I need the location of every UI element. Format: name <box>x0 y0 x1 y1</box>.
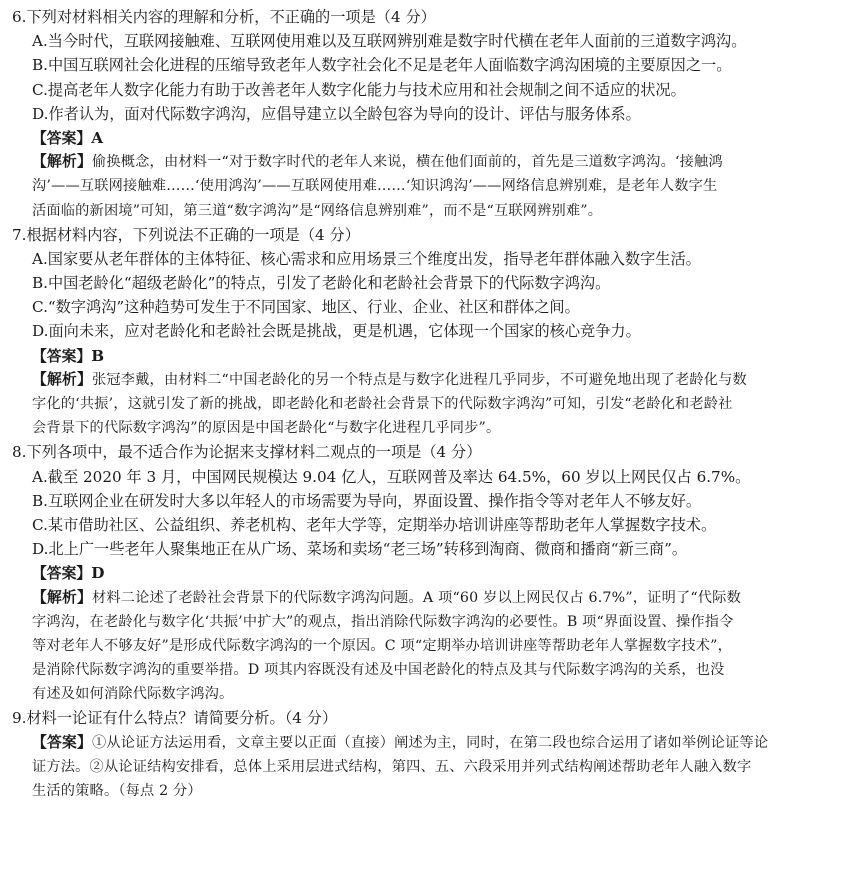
option-c: C.“数字鸿沟”这种趋势可发生于不同国家、地区、行业、企业、社区和群体之间。 <box>32 298 580 317</box>
option-d: D.面向未来，应对老龄化和老龄社会既是挑战，更是机遇，它体现一个国家的核心竞争力。 <box>32 322 641 341</box>
answer-text: 证方法。②从论证结构安排看，总体上采用层进式结构，第四、五、六段采用并列式结构阐述帮助老年人融入数字 <box>32 758 752 775</box>
answer-line <box>12 732 832 756</box>
question-stem: 9.材料一论证有什么特点？请简要分析。（4 分） <box>12 709 338 728</box>
answer-value: B <box>91 346 105 365</box>
answer-label: 【答案】 <box>32 129 92 147</box>
analysis-text: 材料二论述了老龄社会背景下的代际数字鸿沟问题。A 项“60 岁以上网民仅占 6.7%”，证明了“代际数 <box>92 589 741 606</box>
analysis-text: 等对老年人不够友好”是形成代际数字鸿沟的一个原因。C 项“定期举办培训讲座等帮助老年人掌握数字技术”， <box>32 637 732 654</box>
answer-text: ①从论证方法运用看，文章主要以正面（直接）阐述为主，同时，在第二段也综合运用了诸如举例论证等论 <box>92 734 769 751</box>
analysis-text: 有述及如何消除代际数字鸿沟。 <box>32 686 234 703</box>
analysis-line <box>12 151 832 175</box>
answer-value: A <box>91 128 103 147</box>
analysis-text: 沟’——互联网接触难……‘使用鸿沟’——互联网使用难……‘知识鸿沟’——网络信息辨别难，是老年人数字生 <box>32 178 718 195</box>
option-c: C.提高老年人数字化能力有助于改善老年人数字化能力与技术应用和社会规制之间不适应的状况。 <box>32 80 686 99</box>
question-8 <box>12 441 832 707</box>
answer-value: D <box>91 564 105 583</box>
analysis-line <box>12 369 832 393</box>
analysis-label: 【解析】 <box>32 588 92 606</box>
analysis-label: 【解析】 <box>32 370 92 388</box>
answer-line <box>12 562 832 586</box>
analysis-text: 会背景下的代际数字鸿沟”的原因是中国老龄化“与数字化进程几乎同步”。 <box>32 420 501 437</box>
option-b: B.互联网企业在研发时大多以年轻人的市场需要为导向，界面设置、操作指令等对老年人不够友好。 <box>32 491 702 510</box>
analysis-text: 字鸿沟，在老龄化与数字化‘共振’中扩大”的观点，指出消除代际数字鸿沟的必要性。B 项“界面设置、操作指令 <box>32 613 734 630</box>
question-stem: 6.下列对材料相关内容的理解和分析，不正确的一项是（4 分） <box>12 8 436 26</box>
answer-line <box>12 127 832 151</box>
question-stem: 7.根据材料内容，下列说法不正确的一项是（4 分） <box>12 225 360 244</box>
analysis-text: 是消除代际数字鸿沟的重要举措。D 项其内容既没有述及中国老龄化的特点及其与代际数字鸿沟的关系，也没 <box>32 662 725 679</box>
option-a: A.国家要从老年群体的主体特征、核心需求和应用场景三个维度出发，指导老年群体融入数字生活。 <box>32 249 701 268</box>
analysis-text: 字化的‘共振’，这就引发了新的挑战，即老龄化和老龄社会背景下的代际数字鸿沟”可知，引发“老龄化和老龄社 <box>32 396 733 412</box>
question-6 <box>12 6 832 224</box>
answer-label: 【答案】 <box>32 565 92 583</box>
option-c: C.某市借助社区、公益组织、养老机构、老年大学等，定期举办培训讲座等帮助老年人掌握数字技术。 <box>32 515 717 534</box>
answer-label: 【答案】 <box>32 733 92 751</box>
question-stem: 8.下列各项中，最不适合作为论据来支撑材料二观点的一项是（4 分） <box>12 443 482 462</box>
option-b: B.中国老龄化“超级老龄化”的特点，引发了老龄化和老龄社会背景下的代际数字鸿沟。 <box>32 274 611 293</box>
analysis-text: 活面临的新困境”可知，第三道“数字鸿沟”是“网络信息辨别难”，而不是“互联网辨别难”。 <box>32 202 603 219</box>
option-a: A.当今时代，互联网接触难、互联网使用难以及互联网辨别难是数字时代横在老年人面前的三道数字鸿沟。 <box>32 32 747 51</box>
option-a: A.截至 2020 年 3 月，中国网民规模达 9.04 亿人，互联网普及率达 64.5%，60 岁以上网民仅占 6.7%。 <box>32 467 751 486</box>
answer-text: 生活的策略。（每点 2 分） <box>32 783 202 799</box>
analysis-text: 张冠李戴，由材料二“中国老龄化的另一个特点是与数字化进程几乎同步，不可避免地出现了老龄化与数 <box>92 371 747 388</box>
answer-label: 【答案】 <box>32 347 92 365</box>
analysis-line <box>12 587 832 611</box>
question-9 <box>12 707 832 804</box>
analysis-label: 【解析】 <box>32 153 92 171</box>
option-d: D.北上广一些老年人聚集地正在从广场、菜场和卖场“老三场”转移到淘商、微商和播商“新三商”。 <box>32 540 688 559</box>
answer-line <box>12 345 832 369</box>
option-b: B.中国互联网社会化进程的压缩导致老年人数字社会化不足是老年人面临数字鸿沟困境的主要原因之一。 <box>32 56 732 75</box>
question-7 <box>12 224 832 442</box>
option-d: D.作者认为，面对代际数字鸿沟，应倡导建立以全龄包容为导向的设计、评估与服务体系。 <box>32 104 641 123</box>
analysis-text: 偷换概念，由材料一“对于数字时代的老年人来说，横在他们面前的，首先是三道数字鸿沟。‘接触鸿 <box>92 154 723 171</box>
